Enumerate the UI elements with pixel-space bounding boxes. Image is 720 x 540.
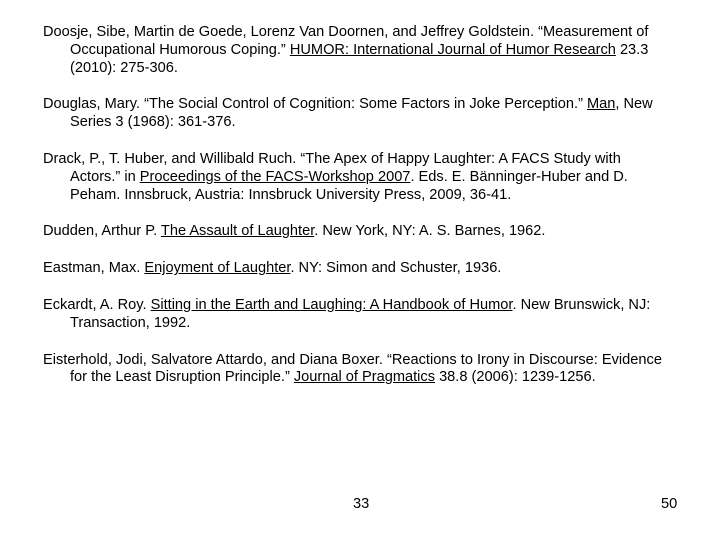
reference-details: . New Brunswick, NJ: Transaction, 1992. bbox=[70, 296, 651, 331]
reference-source-title: Proceedings of the FACS-Workshop 2007 bbox=[139, 168, 411, 185]
reference-details: . New York, NY: A. S. Barnes, 1962. bbox=[314, 223, 546, 240]
reference-entry bbox=[43, 96, 673, 132]
reference-text: Eckardt, A. Roy. bbox=[43, 296, 151, 313]
reference-source-title: HUMOR: International Journal of Humor Research bbox=[289, 41, 616, 58]
reference-text: Dudden, Arthur P. bbox=[43, 223, 161, 240]
reference-source-title: Sitting in the Earth and Laughing: A Handbook of Humor bbox=[150, 296, 513, 313]
reference-text: Douglas, Mary. “The Social Control of Cognition: Some Factors in Joke Perception.” bbox=[43, 96, 587, 113]
reference-details: 23.3 (2010): 275-306. bbox=[70, 41, 649, 76]
reference-source-title: Man bbox=[587, 96, 616, 113]
page-number-center: 33 bbox=[353, 496, 370, 512]
reference-entry bbox=[43, 24, 673, 77]
reference-list bbox=[43, 24, 673, 406]
reference-source-title: The Assault of Laughter bbox=[160, 223, 315, 240]
reference-entry bbox=[43, 223, 673, 241]
reference-entry bbox=[43, 151, 673, 204]
reference-text: Eisterhold, Jodi, Salvatore Attardo, and Diana Boxer. “Reactions to Irony in Discourse: Evidence for the Least Disruption Principle.” bbox=[43, 351, 662, 386]
reference-text: Eastman, Max. bbox=[43, 260, 145, 277]
reference-details: . Eds. E. Bänninger-Huber and D. Peham. Innsbruck, Austria: Innsbruck University Press, 2009, 36-41. bbox=[70, 168, 628, 203]
reference-details: 38.8 (2006): 1239-1256. bbox=[435, 369, 596, 386]
reference-source-title: Journal of Pragmatics bbox=[293, 369, 436, 386]
reference-text: Doosje, Sibe, Martin de Goede, Lorenz Van Doornen, and Jeffrey Goldstein. “Measurement of Occupational Humorous Coping.” bbox=[43, 24, 649, 58]
reference-text: Drack, P., T. Huber, and Willibald Ruch. “The Apex of Happy Laughter: A FACS Study with Actors.” in bbox=[43, 150, 621, 185]
reference-details: . NY: Simon and Schuster, 1936. bbox=[290, 260, 502, 277]
page-number-right: 50 bbox=[661, 496, 678, 512]
reference-source-title: Enjoyment of Laughter bbox=[144, 260, 291, 277]
reference-entry bbox=[43, 260, 673, 278]
reference-details: , New Series 3 (1968): 361-376. bbox=[70, 96, 653, 131]
reference-entry bbox=[43, 297, 673, 333]
reference-entry bbox=[43, 352, 673, 388]
